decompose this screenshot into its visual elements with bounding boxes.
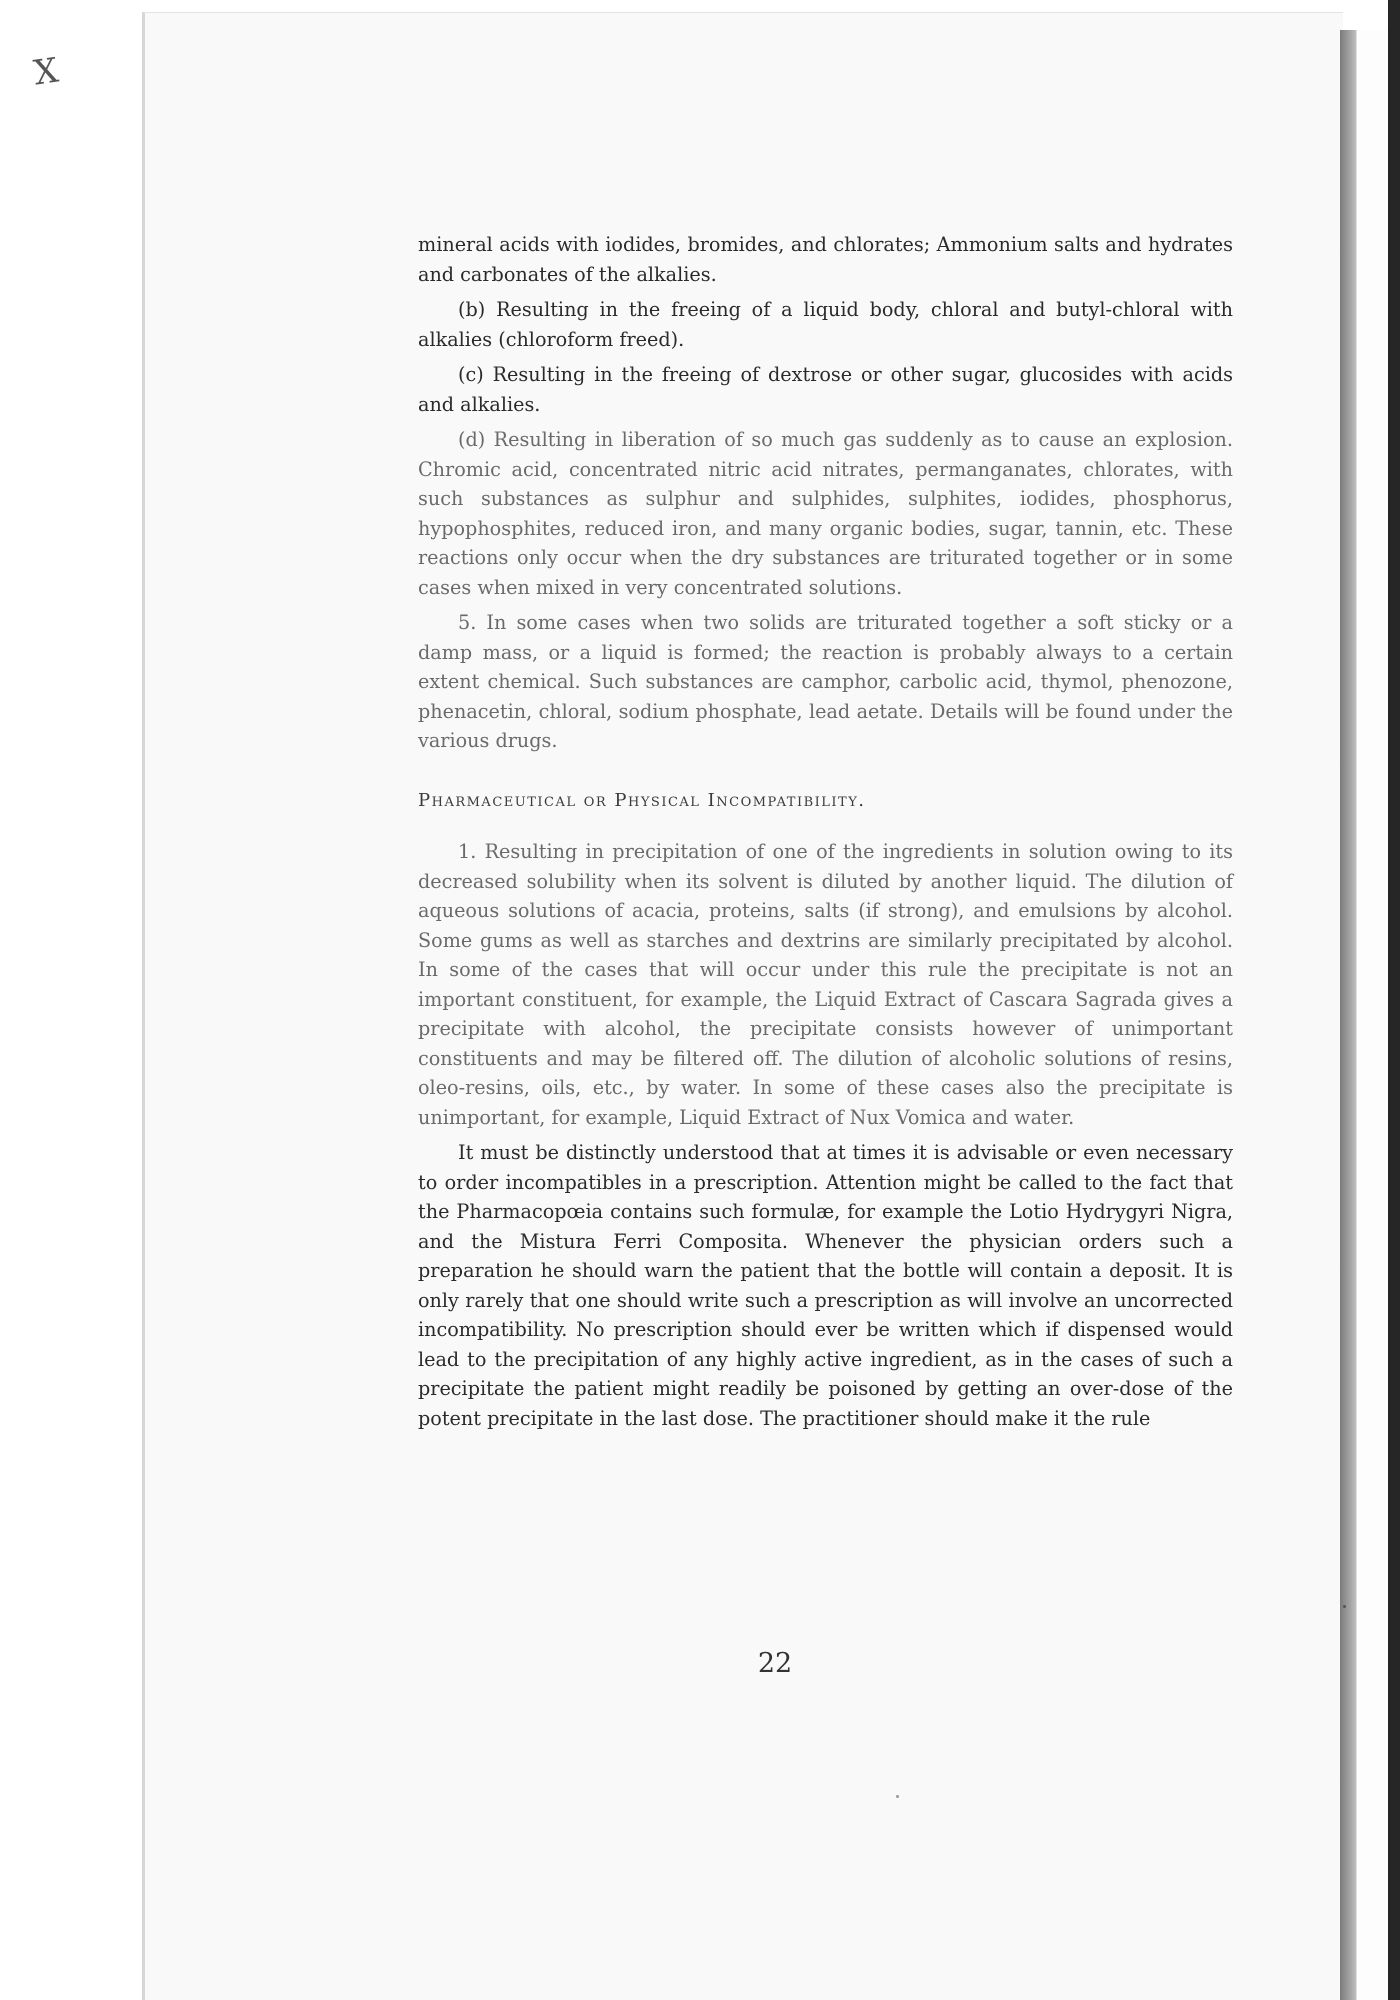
paragraph: mineral acids with iodides, bromides, and chlorates; Ammonium salts and hydrates and carbonates of the alkalies.	[418, 233, 1233, 286]
page-number: 22	[757, 1648, 793, 1679]
paper-speck	[896, 1795, 899, 1798]
paragraph: 1. Resulting in precipitation of one of the ingredients in solution owing to its decreased solubility when its solvent is diluted by another liquid. The dilution of aqueous solutions of acacia, proteins, salts (if strong), and emulsions by alcohol. Some gums as well as starches and dextrins are similarly precipitated by alcohol. In some of the cases that will occur under this rule the precipitate is not an important constituent, for example, the Liquid Extract of Cascara Sagrada gives a precipitate with alcohol, the precipitate consists however of unimportant constituents and may be filtered off. The dilution of alcoholic solutions of resins, oleo-resins, oils, etc., by water. In some of these cases also the precipitate is unimportant, for example, Liquid Extract of Nux Vomica and water.	[418, 840, 1233, 1129]
margin-mark: X	[31, 50, 61, 94]
body-text	[418, 230, 1233, 1439]
scanner-edge	[1388, 0, 1400, 2000]
left-margin	[0, 0, 140, 2000]
paragraph: (d) Resulting in liberation of so much gas suddenly as to cause an explosion. Chromic acid, concentrated nitric acid nitrates, permanganates, chlorates, with such substances as sulphur and sulphides, sulphites, iodides, phosphorus, hypophosphites, reduced iron, and many organic bodies, sugar, tannin, etc. These reactions only occur when the dry substances are triturated together or in some cases when mixed in very concentrated solutions.	[418, 428, 1233, 599]
paragraph: (b) Resulting in the freeing of a liquid body, chloral and butyl-chloral with alkalies (chloroform freed).	[418, 298, 1233, 351]
paragraph: It must be distinctly understood that at times it is advisable or even necessary to order incompatibles in a prescription. Attention might be called to the fact that the Pharmacopœia contains such formulæ, for example the Lotio Hydrygyri Nigra, and the Mistura Ferri Composita. Whenever the physician orders such a preparation he should warn the patient that the bottle will contain a deposit. It is only rarely that one should write such a prescription as will involve an uncorrected incompatibility. No prescription should ever be written which if dispensed would lead to the precipitation of any highly active ingredient, as in the cases of such a precipitate the patient might readily be poisoned by getting an over-dose of the potent precipitate in the last dose. The practitioner should make it the rule	[418, 1141, 1233, 1430]
page-edge-shadow	[1340, 30, 1356, 2000]
paragraph: 5. In some cases when two solids are triturated together a soft sticky or a damp mass, or a liquid is formed; the reaction is probably always to a certain extent chemical. Such substances are camphor, carbolic acid, thymol, phenozone, phenacetin, chloral, sodium phosphate, lead aetate. Details will be found under the various drugs.	[418, 611, 1233, 752]
paragraph: (c) Resulting in the freeing of dextrose or other sugar, glucosides with acids and alkalies.	[418, 363, 1233, 416]
paper-speck	[1343, 1605, 1346, 1608]
section-heading: Pharmaceutical or Physical Incompatibility.	[418, 789, 866, 811]
